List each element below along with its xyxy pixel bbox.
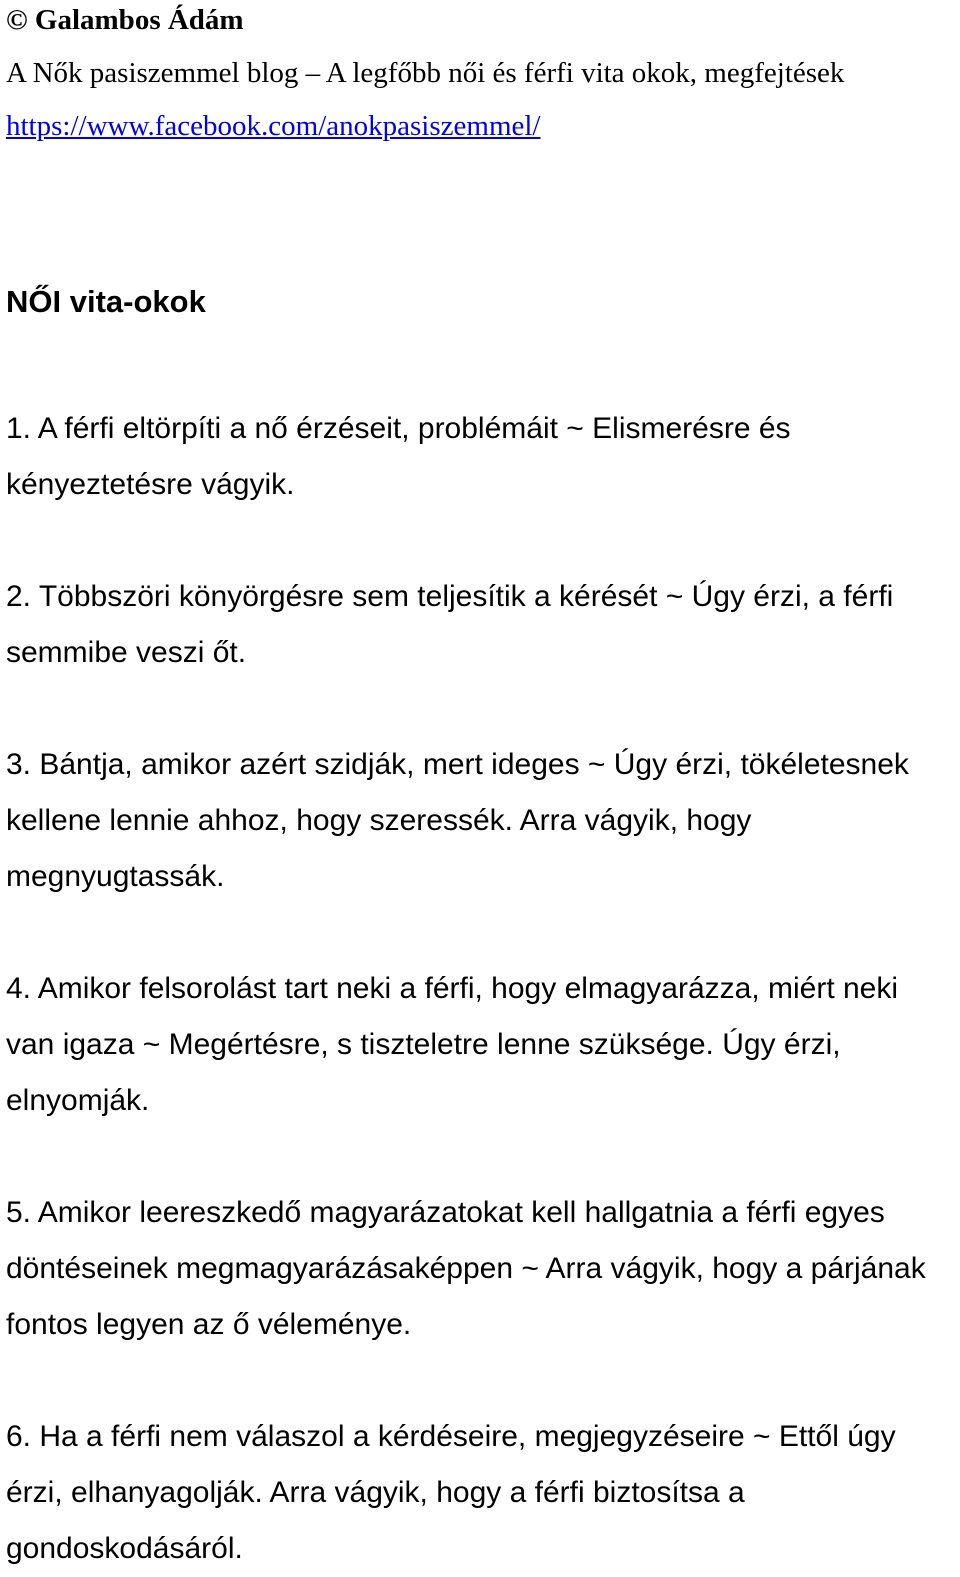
blog-title: A Nők pasiszemmel blog – A legfőbb női és férfi vita okok, megfejtések bbox=[6, 57, 845, 89]
list-item-line: érzi, elhanyagolják. Arra vágyik, hogy a férfi biztosítsa a bbox=[6, 1476, 745, 1509]
list-item-line: 5. Amikor leereszkedő magyarázatokat kell hallgatnia a férfi egyes bbox=[6, 1196, 885, 1229]
list-item bbox=[6, 961, 956, 1129]
list-item-line: kellene lennie ahhoz, hogy szeressék. Arra vágyik, hogy bbox=[6, 804, 752, 837]
list-item-line: 1. A férfi eltörpíti a nő érzéseit, problémáit ~ Elismerésre és bbox=[6, 412, 791, 445]
list-item-line: elnyomják. bbox=[6, 1084, 150, 1117]
list-item-line: 3. Bántja, amikor azért szidják, mert ideges ~ Úgy érzi, tökéletesnek bbox=[6, 748, 909, 781]
list-item-line: kényeztetésre vágyik. bbox=[6, 468, 295, 501]
list-item bbox=[6, 1409, 956, 1577]
list-item-line: 2. Többszöri könyörgésre sem teljesítik a kérését ~ Úgy érzi, a férfi bbox=[6, 580, 894, 613]
list-item-line: fontos legyen az ő véleménye. bbox=[6, 1308, 412, 1341]
list-item bbox=[6, 569, 956, 681]
list-item bbox=[6, 401, 956, 513]
facebook-link[interactable]: https://www.facebook.com/anokpasiszemmel/ bbox=[6, 110, 541, 142]
list-item-line: 6. Ha a férfi nem válaszol a kérdéseire, megjegyzéseire ~ Ettől úgy bbox=[6, 1420, 896, 1453]
list-item bbox=[6, 737, 956, 905]
list-item-line: van igaza ~ Megértésre, s tiszteletre lenne szüksége. Úgy érzi, bbox=[6, 1028, 841, 1061]
list-item bbox=[6, 1185, 956, 1353]
list-item-line: gondoskodásáról. bbox=[6, 1532, 243, 1565]
list-item-line: semmibe veszi őt. bbox=[6, 636, 247, 669]
list-item-line: 4. Amikor felsorolást tart neki a férfi, hogy elmagyarázza, miért neki bbox=[6, 972, 899, 1005]
list-item-line: megnyugtassák. bbox=[6, 860, 225, 893]
list-item-line: döntéseinek megmagyarázásaképpen ~ Arra vágyik, hogy a párjának bbox=[6, 1252, 926, 1285]
copyright-line: © Galambos Ádám bbox=[6, 4, 244, 36]
section-heading: NŐI vita-okok bbox=[6, 284, 206, 319]
